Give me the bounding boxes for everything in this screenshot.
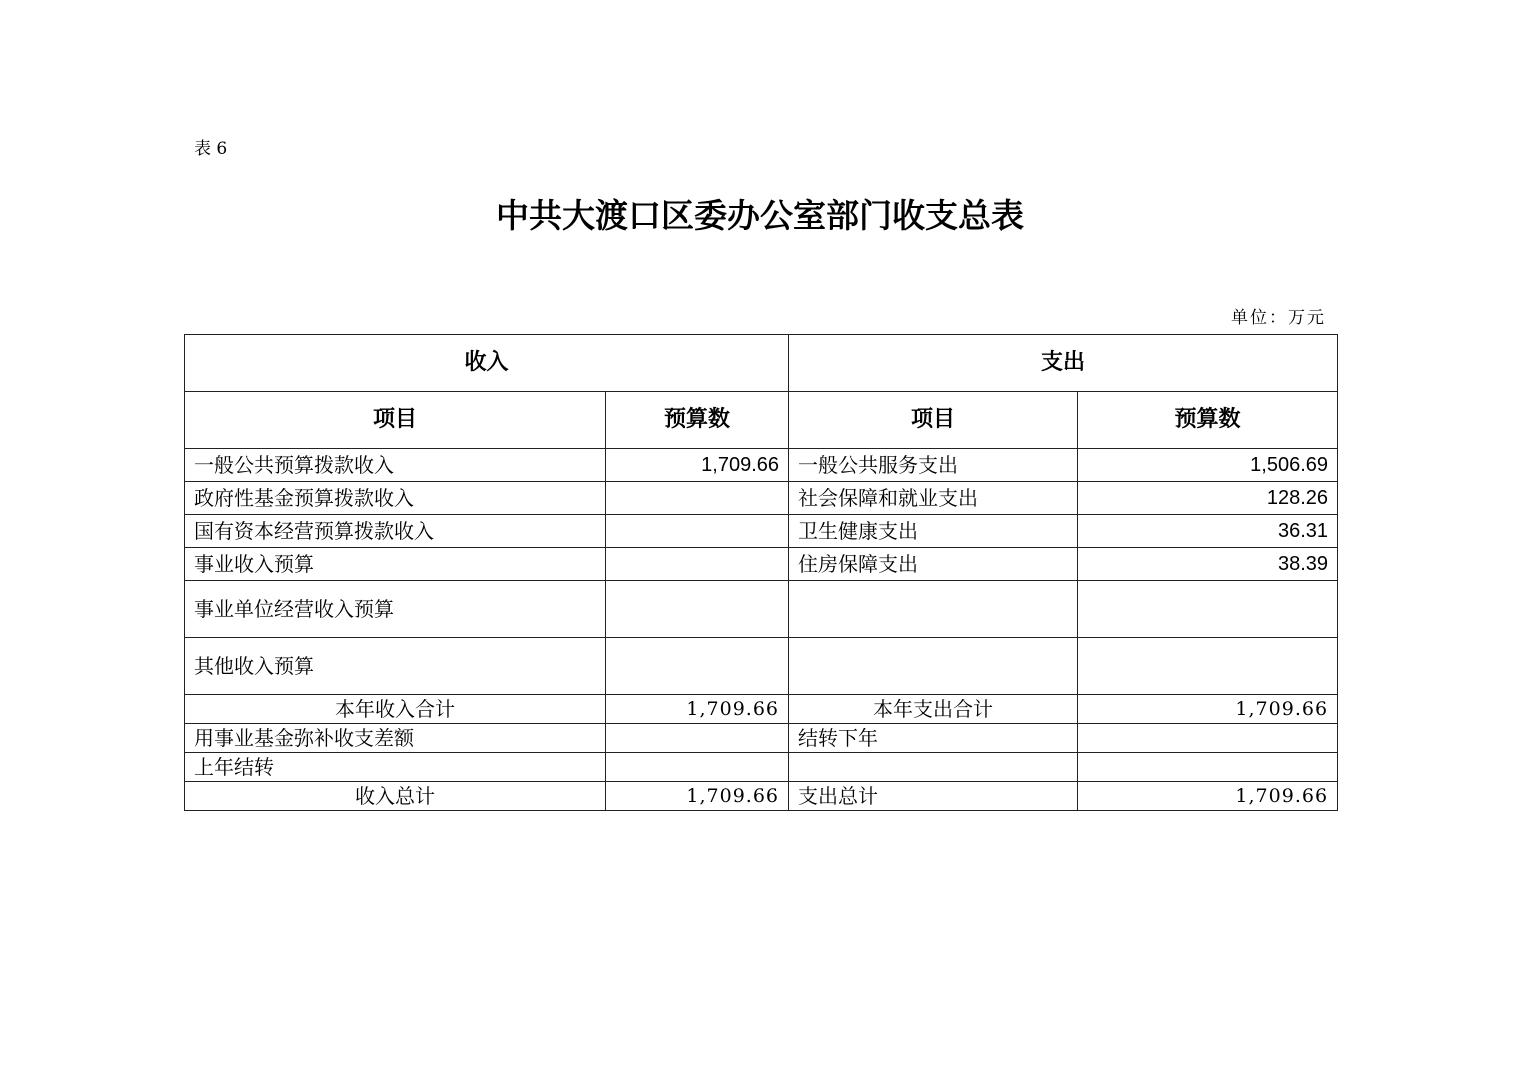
income-value-cell [606,581,789,638]
table-row [185,581,1338,638]
income-item-cell: 其他收入预算 [185,638,606,695]
expense-item-cell: 住房保障支出 [789,548,1078,581]
expense-subtotal-label: 本年支出合计 [789,695,1078,724]
income-value-cell [606,724,789,753]
total-row [185,782,1338,811]
expense-budget-column-header: 预算数 [1078,392,1338,449]
expense-item-cell [789,753,1078,782]
expense-item-cell [789,638,1078,695]
budget-table [184,334,1338,811]
income-item-cell: 政府性基金预算拨款收入 [185,482,606,515]
expense-section-header: 支出 [789,335,1338,392]
income-item-cell: 事业单位经营收入预算 [185,581,606,638]
income-total-label: 收入总计 [185,782,606,811]
expense-value-cell: 36.31 [1078,515,1338,548]
income-value-cell [606,638,789,695]
income-item-cell: 事业收入预算 [185,548,606,581]
table-row [185,482,1338,515]
expense-value-cell: 1,506.69 [1078,449,1338,482]
expense-value-cell [1078,724,1338,753]
income-value-cell [606,548,789,581]
fund-row [185,724,1338,753]
expense-item-cell: 社会保障和就业支出 [789,482,1078,515]
carryover-row [185,753,1338,782]
table-column-header-row [185,392,1338,449]
income-subtotal-label: 本年收入合计 [185,695,606,724]
income-item-cell: 用事业基金弥补收支差额 [185,724,606,753]
table-section-header-row [185,335,1338,392]
income-value-cell [606,482,789,515]
income-value-cell [606,515,789,548]
expense-item-cell: 结转下年 [789,724,1078,753]
unit-label: 单位：万元 [1231,308,1326,328]
expense-item-cell [789,581,1078,638]
expense-subtotal-value: 1,709.66 [1078,695,1338,724]
expense-item-cell: 卫生健康支出 [789,515,1078,548]
subtotal-row [185,695,1338,724]
expense-value-cell [1078,581,1338,638]
expense-value-cell [1078,753,1338,782]
table-row [185,548,1338,581]
expense-value-cell: 38.39 [1078,548,1338,581]
income-item-cell: 上年结转 [185,753,606,782]
income-budget-column-header: 预算数 [606,392,789,449]
expense-total-label: 支出总计 [789,782,1078,811]
expense-total-value: 1,709.66 [1078,782,1338,811]
table-row [185,449,1338,482]
expense-item-column-header: 项目 [789,392,1078,449]
income-value-cell: 1,709.66 [606,449,789,482]
expense-value-cell [1078,638,1338,695]
table-label: 表 6 [194,139,228,159]
table-row [185,638,1338,695]
income-subtotal-value: 1,709.66 [606,695,789,724]
income-item-cell: 国有资本经营预算拨款收入 [185,515,606,548]
income-item-cell: 一般公共预算拨款收入 [185,449,606,482]
expense-value-cell: 128.26 [1078,482,1338,515]
page-title: 中共大渡口区委办公室部门收支总表 [496,196,1024,235]
table-row [185,515,1338,548]
expense-item-cell: 一般公共服务支出 [789,449,1078,482]
income-value-cell [606,753,789,782]
income-total-value: 1,709.66 [606,782,789,811]
income-item-column-header: 项目 [185,392,606,449]
income-section-header: 收入 [185,335,789,392]
